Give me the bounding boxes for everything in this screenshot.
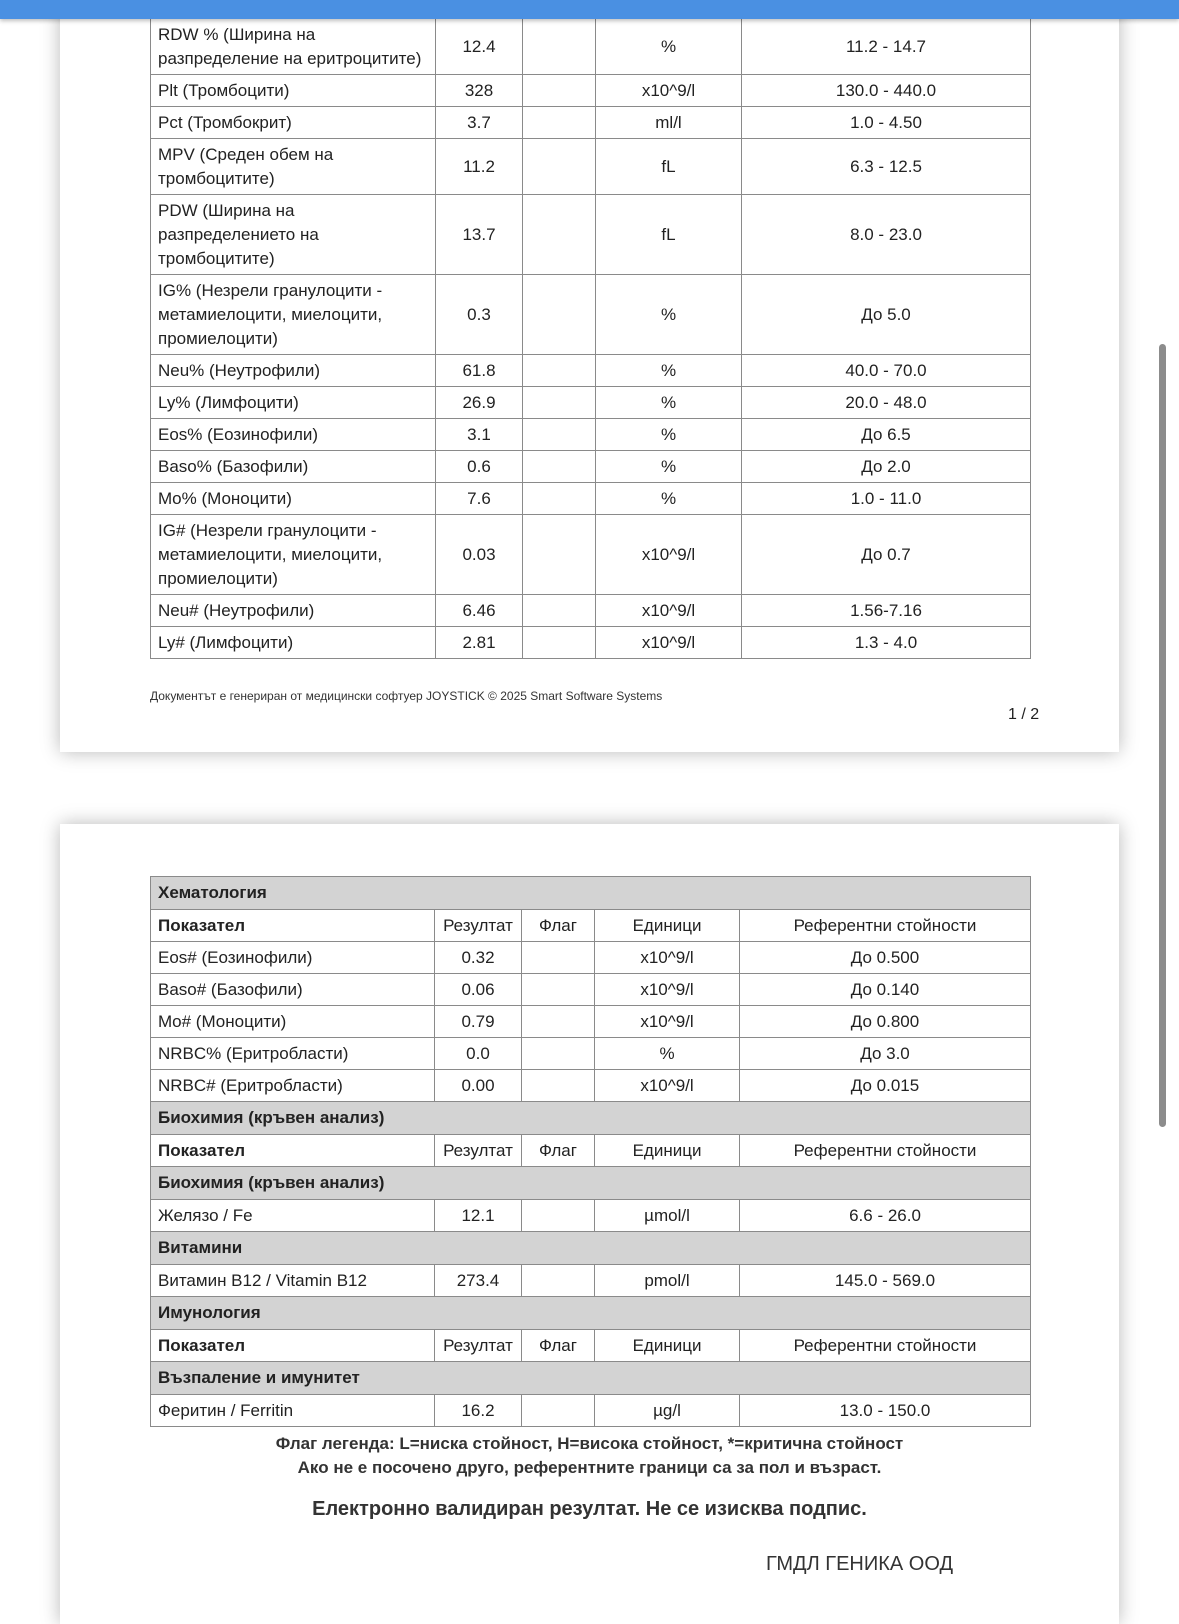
column-header-flag: Флаг bbox=[522, 1330, 595, 1362]
column-header-flag: Флаг bbox=[522, 910, 595, 942]
reference-cell: До 0.015 bbox=[740, 1070, 1031, 1102]
flag-legend: Флаг легенда: L=ниска стойност, H=висока стойност, *=критична стойност bbox=[275, 1434, 904, 1453]
unit-cell: % bbox=[596, 275, 742, 355]
unit-cell: x10^9/l bbox=[595, 942, 740, 974]
column-header-reference: Референтни стойности bbox=[740, 910, 1031, 942]
flag-cell bbox=[523, 627, 596, 659]
test-name-cell: Eos% (Еозинофили) bbox=[151, 419, 436, 451]
test-name-cell: Ly% (Лимфоцити) bbox=[151, 387, 436, 419]
flag-cell bbox=[523, 451, 596, 483]
reference-cell: До 0.7 bbox=[742, 515, 1031, 595]
flag-cell bbox=[523, 275, 596, 355]
flag-cell bbox=[522, 1395, 595, 1427]
results-table-page-2 bbox=[150, 876, 1031, 1427]
table-row bbox=[151, 515, 1031, 595]
flag-cell bbox=[522, 1070, 595, 1102]
flag-cell bbox=[523, 483, 596, 515]
flag-cell bbox=[522, 1006, 595, 1038]
unit-cell: % bbox=[596, 387, 742, 419]
section-header-row bbox=[151, 1362, 1031, 1395]
pdf-page-1 bbox=[60, 0, 1119, 752]
result-cell: 0.79 bbox=[435, 1006, 522, 1038]
test-name-cell: Neu# (Неутрофили) bbox=[151, 595, 436, 627]
result-cell: 11.2 bbox=[436, 139, 523, 195]
column-header-unit: Единици bbox=[595, 1135, 740, 1167]
result-cell: 0.00 bbox=[435, 1070, 522, 1102]
reference-cell: 11.2 - 14.7 bbox=[742, 19, 1031, 75]
table-row bbox=[151, 627, 1031, 659]
result-cell: 12.1 bbox=[435, 1200, 522, 1232]
top-app-bar bbox=[0, 0, 1179, 19]
result-cell: 2.81 bbox=[436, 627, 523, 659]
unit-cell: % bbox=[596, 419, 742, 451]
reference-cell: До 0.500 bbox=[740, 942, 1031, 974]
reference-cell: 1.56-7.16 bbox=[742, 595, 1031, 627]
column-header-row bbox=[151, 1135, 1031, 1167]
test-name-cell: Mo# (Моноцити) bbox=[151, 1006, 435, 1038]
section-header-row bbox=[151, 1297, 1031, 1330]
test-name-cell: MPV (Среден обем на тромбоцитите) bbox=[151, 139, 436, 195]
table-row bbox=[151, 1070, 1031, 1102]
reference-cell: До 2.0 bbox=[742, 451, 1031, 483]
result-cell: 26.9 bbox=[436, 387, 523, 419]
test-name-cell: PDW (Ширина на разпределението на тромбоцитите) bbox=[151, 195, 436, 275]
flag-cell bbox=[523, 595, 596, 627]
result-cell: 16.2 bbox=[435, 1395, 522, 1427]
unit-cell: pmol/l bbox=[595, 1265, 740, 1297]
reference-cell: 130.0 - 440.0 bbox=[742, 75, 1031, 107]
unit-cell: µmol/l bbox=[595, 1200, 740, 1232]
table-row bbox=[151, 451, 1031, 483]
page-number: 1 / 2 bbox=[1008, 706, 1040, 723]
column-header-result: Резултат bbox=[435, 910, 522, 942]
table-row bbox=[151, 19, 1031, 75]
column-header-reference: Референтни стойности bbox=[740, 1330, 1031, 1362]
table-row bbox=[151, 195, 1031, 275]
result-cell: 0.3 bbox=[436, 275, 523, 355]
table-row bbox=[151, 1395, 1031, 1427]
test-name-cell: Ly# (Лимфоцити) bbox=[151, 627, 436, 659]
unit-cell: x10^9/l bbox=[596, 75, 742, 107]
unit-cell: µg/l bbox=[595, 1395, 740, 1427]
vertical-scrollbar[interactable] bbox=[1159, 344, 1166, 1127]
section-header-row bbox=[151, 1102, 1031, 1135]
flag-cell bbox=[522, 1265, 595, 1297]
unit-cell: ml/l bbox=[596, 107, 742, 139]
result-cell: 0.6 bbox=[436, 451, 523, 483]
result-cell: 273.4 bbox=[435, 1265, 522, 1297]
section-header: Имунология bbox=[151, 1297, 1031, 1330]
test-name-cell: IG# (Незрели гранулоцити - метамиелоцити, миелоцити, промиелоцити) bbox=[151, 515, 436, 595]
flag-cell bbox=[523, 515, 596, 595]
result-cell: 3.1 bbox=[436, 419, 523, 451]
test-name-cell: Витамин B12 / Vitamin B12 bbox=[151, 1265, 435, 1297]
section-header: Биохимия (кръвен анализ) bbox=[151, 1167, 1031, 1200]
test-name-cell: Baso% (Базофили) bbox=[151, 451, 436, 483]
test-name-cell: Neu% (Неутрофили) bbox=[151, 355, 436, 387]
table-row bbox=[151, 139, 1031, 195]
unit-cell: % bbox=[596, 355, 742, 387]
reference-cell: 40.0 - 70.0 bbox=[742, 355, 1031, 387]
table-row bbox=[151, 387, 1031, 419]
table-row bbox=[151, 275, 1031, 355]
reference-cell: До 6.5 bbox=[742, 419, 1031, 451]
test-name-cell: Eos# (Еозинофили) bbox=[151, 942, 435, 974]
flag-cell bbox=[522, 1038, 595, 1070]
flag-cell bbox=[523, 107, 596, 139]
test-name-cell: NRBC% (Еритробласти) bbox=[151, 1038, 435, 1070]
section-header-row bbox=[151, 877, 1031, 910]
results-table-page-1 bbox=[150, 0, 1031, 659]
flag-cell bbox=[523, 355, 596, 387]
reference-cell: 20.0 - 48.0 bbox=[742, 387, 1031, 419]
result-cell: 3.7 bbox=[436, 107, 523, 139]
reference-cell: 1.0 - 11.0 bbox=[742, 483, 1031, 515]
flag-cell bbox=[522, 974, 595, 1006]
column-header-result: Резултат bbox=[435, 1330, 522, 1362]
table-row bbox=[151, 1006, 1031, 1038]
result-cell: 61.8 bbox=[436, 355, 523, 387]
reference-cell: 1.3 - 4.0 bbox=[742, 627, 1031, 659]
flag-cell bbox=[523, 195, 596, 275]
flag-cell bbox=[523, 139, 596, 195]
section-header-row bbox=[151, 1167, 1031, 1200]
test-name-cell: RDW % (Ширина на разпределение на еритроцитите) bbox=[151, 19, 436, 75]
table-row bbox=[151, 483, 1031, 515]
test-name-cell: IG% (Незрели гранулоцити - метамиелоцити, миелоцити, промиелоцити) bbox=[151, 275, 436, 355]
section-header: Възпаление и имунитет bbox=[151, 1362, 1031, 1395]
unit-cell: % bbox=[596, 483, 742, 515]
result-cell: 6.46 bbox=[436, 595, 523, 627]
unit-cell: x10^9/l bbox=[595, 1006, 740, 1038]
table-row bbox=[151, 355, 1031, 387]
lab-company-name: ГМДЛ ГЕНИКА ООД bbox=[766, 1553, 954, 1575]
section-header-row bbox=[151, 1232, 1031, 1265]
pdf-page-2 bbox=[60, 824, 1119, 1624]
result-cell: 13.7 bbox=[436, 195, 523, 275]
section-header: Хематология bbox=[151, 877, 1031, 910]
result-cell: 0.0 bbox=[435, 1038, 522, 1070]
reference-cell: 145.0 - 569.0 bbox=[740, 1265, 1031, 1297]
test-name-cell: Mo% (Моноцити) bbox=[151, 483, 436, 515]
flag-cell bbox=[523, 419, 596, 451]
unit-cell: % bbox=[596, 451, 742, 483]
test-name-cell: NRBC# (Еритробласти) bbox=[151, 1070, 435, 1102]
result-cell: 0.03 bbox=[436, 515, 523, 595]
unit-cell: x10^9/l bbox=[595, 974, 740, 1006]
column-header-test: Показател bbox=[151, 910, 435, 942]
table-row bbox=[151, 974, 1031, 1006]
result-cell: 0.06 bbox=[435, 974, 522, 1006]
validation-statement: Електронно валидиран резултат. Не се изисква подпис. bbox=[312, 1498, 867, 1520]
reference-cell: До 0.140 bbox=[740, 974, 1031, 1006]
column-header-flag: Флаг bbox=[522, 1135, 595, 1167]
reference-cell: 6.6 - 26.0 bbox=[740, 1200, 1031, 1232]
result-cell: 7.6 bbox=[436, 483, 523, 515]
section-header: Витамини bbox=[151, 1232, 1031, 1265]
unit-cell: fL bbox=[596, 195, 742, 275]
unit-cell: x10^9/l bbox=[595, 1070, 740, 1102]
table-row bbox=[151, 1038, 1031, 1070]
test-name-cell: Baso# (Базофили) bbox=[151, 974, 435, 1006]
result-cell: 12.4 bbox=[436, 19, 523, 75]
table-row bbox=[151, 1265, 1031, 1297]
column-header-reference: Референтни стойности bbox=[740, 1135, 1031, 1167]
result-cell: 0.32 bbox=[435, 942, 522, 974]
table-row bbox=[151, 595, 1031, 627]
table-row bbox=[151, 419, 1031, 451]
reference-cell: 6.3 - 12.5 bbox=[742, 139, 1031, 195]
flag-cell bbox=[523, 387, 596, 419]
reference-cell: 1.0 - 4.50 bbox=[742, 107, 1031, 139]
column-header-test: Показател bbox=[151, 1330, 435, 1362]
table-row bbox=[151, 107, 1031, 139]
column-header-result: Резултат bbox=[435, 1135, 522, 1167]
reference-cell: 13.0 - 150.0 bbox=[740, 1395, 1031, 1427]
section-header: Биохимия (кръвен анализ) bbox=[151, 1102, 1031, 1135]
column-header-test: Показател bbox=[151, 1135, 435, 1167]
unit-cell: % bbox=[595, 1038, 740, 1070]
result-cell: 328 bbox=[436, 75, 523, 107]
flag-cell bbox=[523, 19, 596, 75]
flag-cell bbox=[522, 1200, 595, 1232]
column-header-unit: Единици bbox=[595, 910, 740, 942]
column-header-unit: Единици bbox=[595, 1330, 740, 1362]
test-name-cell: Феритин / Ferritin bbox=[151, 1395, 435, 1427]
test-name-cell: Pct (Тромбокрит) bbox=[151, 107, 436, 139]
test-name-cell: Plt (Тромбоцити) bbox=[151, 75, 436, 107]
reference-note: Ако не е посочено друго, референтните граници са за пол и възраст. bbox=[297, 1458, 882, 1477]
flag-cell bbox=[523, 75, 596, 107]
table-row bbox=[151, 75, 1031, 107]
reference-cell: До 0.800 bbox=[740, 1006, 1031, 1038]
unit-cell: % bbox=[596, 19, 742, 75]
unit-cell: fL bbox=[596, 139, 742, 195]
unit-cell: x10^9/l bbox=[596, 515, 742, 595]
test-name-cell: Желязо / Fe bbox=[151, 1200, 435, 1232]
software-footer-note: Документът е генериран от медицински софтуер JOYSTICK © 2025 Smart Software Systems bbox=[150, 689, 663, 703]
unit-cell: x10^9/l bbox=[596, 595, 742, 627]
table-row bbox=[151, 942, 1031, 974]
column-header-row bbox=[151, 910, 1031, 942]
reference-cell: До 3.0 bbox=[740, 1038, 1031, 1070]
column-header-row bbox=[151, 1330, 1031, 1362]
flag-cell bbox=[522, 942, 595, 974]
unit-cell: x10^9/l bbox=[596, 627, 742, 659]
table-row bbox=[151, 1200, 1031, 1232]
reference-cell: До 5.0 bbox=[742, 275, 1031, 355]
reference-cell: 8.0 - 23.0 bbox=[742, 195, 1031, 275]
